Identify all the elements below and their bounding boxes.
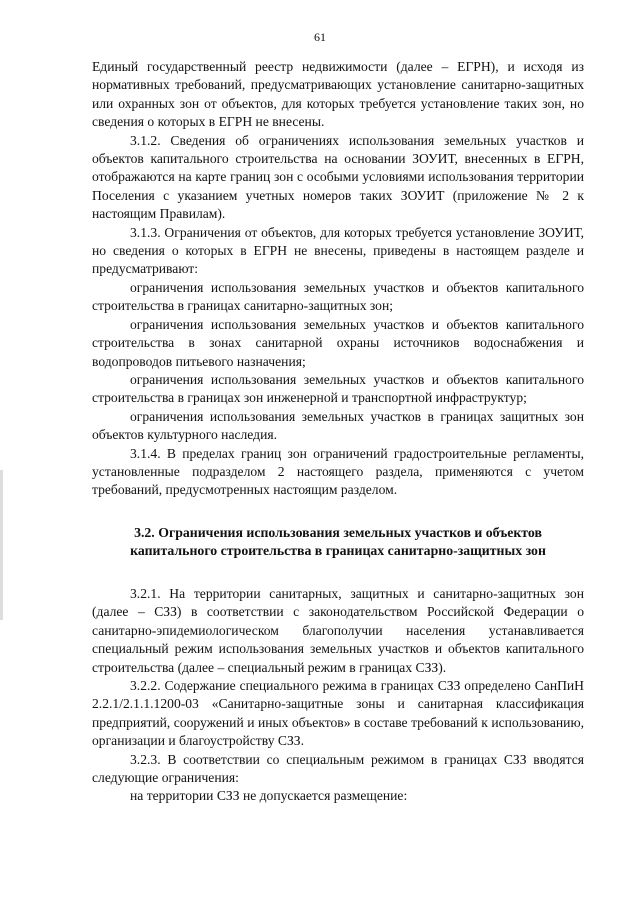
list-item-water-protection: ограничения использования земельных участков и объектов капитального строительства в зонах санитарной охраны источников водоснабжения и водопроводов питьевого назначения; [92, 316, 584, 369]
list-item-szz: ограничения использования земельных участков и объектов капитального строительства в границах санитарно-защитных зон; [92, 279, 584, 314]
paragraph-3-1-3: 3.1.3. Ограничения от объектов, для которых требуется установление ЗОУИТ, но сведения о которых в ЕГРН не внесены, приведены в настоящем разделе и предусматривают: [92, 224, 584, 277]
section-heading-3-2: 3.2. Ограничения использования земельных участков и объектов капитального строительства в границах санитарно-защитных зон [130, 524, 546, 559]
paragraph-egrn-continuation: Единый государственный реестр недвижимости (далее – ЕГРН), и исходя из нормативных требований, предусматривающих установление санитарно-защитных или охранных зон от объектов, для которых требуется установление таких зон, но сведения о которых в ЕГРН не внесены. [92, 59, 584, 130]
paragraph-3-2-3: 3.2.3. В соответствии со специальным режимом в границах СЗЗ вводятся следующие ограничения: [92, 751, 584, 785]
list-item-cultural-heritage: ограничения использования земельных участков в границах защитных зон объектов культурного наследия. [92, 408, 584, 443]
list-item-placement-prohibited: на территории СЗЗ не допускается размещение: [130, 788, 408, 804]
paragraph-3-2-2: 3.2.2. Содержание специального режима в границах СЗЗ определено СанПиН 2.2.1/2.1.1.1200-03 «Санитарно-защитные зоны и санитарная классификация предприятий, сооружений и иных объектов» в составе требований к использованию, организации и благоустройству СЗЗ. [92, 677, 584, 749]
list-item-infrastructure: ограничения использования земельных участков и объектов капитального строительства в границах зон инженерной и транспортной инфраструктур; [92, 371, 584, 406]
paragraph-3-2-1: 3.2.1. На территории санитарных, защитных и санитарно-защитных зон (далее – СЗЗ) в соответствии с законодательством Российской Федерации о санитарно-эпидемиологическом благополучии населения устанавливается специальный режим использования земельных участков и объектов капитального строительства (далее – специальный режим в границах СЗЗ). [92, 585, 584, 675]
paragraph-3-1-4: 3.1.4. В пределах границ зон ограничений градостроительные регламенты, установленные подразделом 2 настоящего раздела, применяются с учетом требований, предусмотренных настоящим разделом. [92, 445, 584, 498]
page-number: 61 [314, 30, 326, 44]
paragraph-3-1-2: 3.1.2. Сведения об ограничениях использования земельных участков и объектов капитального строительства на основании ЗОУИТ, внесенных в ЕГРН, отображаются на карте границ зон с особыми условиями использования территории Поселения с указанием учетных номеров таких ЗОУИТ (приложение № 2 к настоящим Правилам). [92, 132, 584, 222]
document-body [92, 58, 584, 806]
scan-edge-shadow [0, 470, 3, 620]
